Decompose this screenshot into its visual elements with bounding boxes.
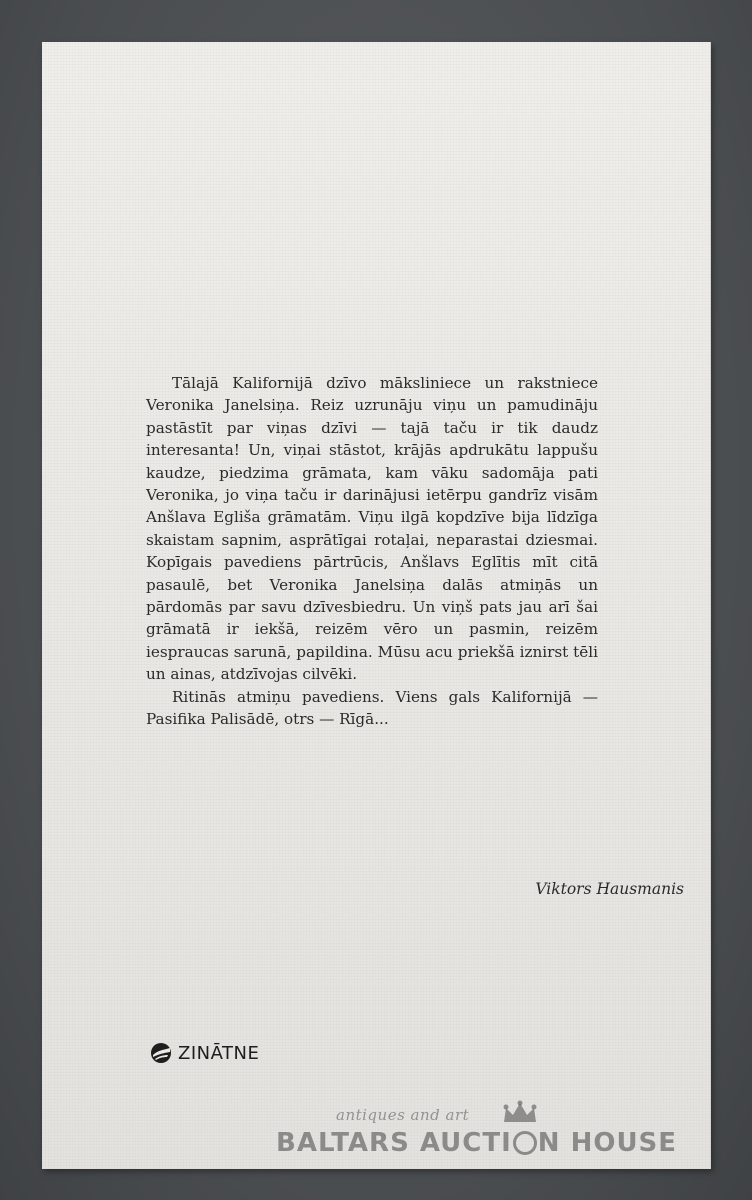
back-cover-blurb bbox=[146, 372, 598, 731]
watermark-name-part-2: N HOUSE bbox=[537, 1128, 678, 1158]
watermark-tagline: antiques and art bbox=[336, 1106, 470, 1124]
blurb-paragraph-2: Ritinās atmiņu pavediens. Viens gals Kalifornijā — Pasifika Palisādē, otrs — Rīgā... bbox=[146, 687, 598, 729]
publisher-imprint bbox=[150, 1042, 259, 1064]
blurb-paragraph-1: Tālajā Kalifornijā dzīvo māksliniece un rakstniece Veronika Janelsiņa. Reiz uzrunāju viņu un pamudināju pastāstīt par viņas dzīvi — tajā taču ir tik daudz interesanta! Un, viņai stāstot, krājās apdrukātu lappušu kaudze, piedzima grāmata, kam vāku sadomāja pati Veronika, jo viņa taču ir darinājusi ietērpu gandrīz visām Anšlava Egliša grāmatām. Viņu ilgā kopdzīve bija līdzīga skaistam sapnim, asprātīgai rotaļai, neparastai dziesmai. Kopīgais pavediens pārtrūcis, Anšlavs Eglītis mīt citā pasaulē, bet Veronika Janelsiņa dalās atmiņās un pārdomās par savu dzīvesbiedru. Un viņš pats jau arī šai grāmatā ir iekšā, reizēm vēro un pasmin, reizēm iespraucas sarunā, papildina. Mūsu acu priekšā iznirst tēli un ainas, atdzīvojas cilvēki. bbox=[146, 374, 598, 684]
blurb-author-signature: Viktors Hausmanis bbox=[535, 880, 684, 898]
watermark-name-part-1: BALTARS AUCTI bbox=[276, 1128, 512, 1158]
publisher-name: ZINĀTNE bbox=[178, 1042, 260, 1064]
zinatne-logo-icon bbox=[150, 1042, 172, 1064]
